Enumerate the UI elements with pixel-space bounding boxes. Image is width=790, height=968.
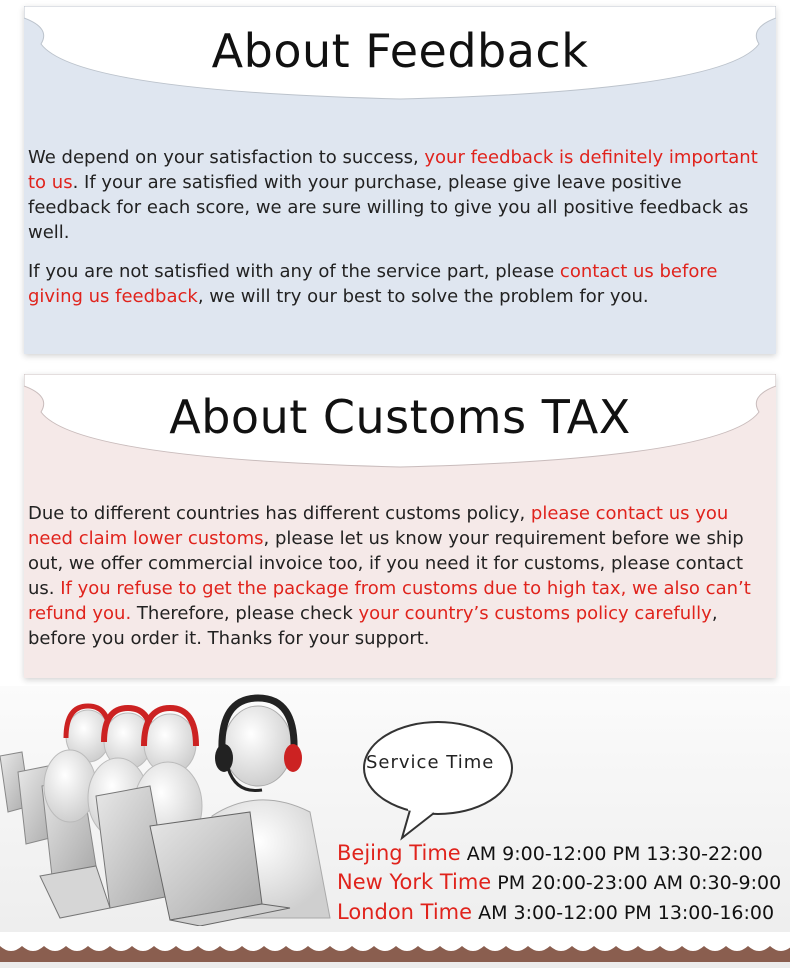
feedback-text-2a: If you are not satisfied with any of the service part, please [28,261,560,282]
scalloped-border-decoration [0,932,790,962]
speech-bubble [350,714,520,842]
hours-beijing: AM 9:00-12:00 PM 13:30-22:00 [466,843,763,865]
customs-text-1: Due to different countries has different customs policy, [28,503,531,524]
hours-london: AM 3:00-12:00 PM 13:00-16:00 [478,902,775,924]
service-hours-newyork [337,870,781,894]
feedback-highlight-2: contact us before giving us feedback [28,261,718,307]
customs-highlight-1: please contact us you need claim lower customs [28,503,729,549]
customs-panel [24,374,776,678]
feedback-highlight-1: your feedback is definitely important to us [28,147,758,193]
customs-title: About Customs TAX [169,390,631,444]
customs-text-4: , before you order it. Thanks for your support. [28,603,718,649]
feedback-paragraph-1 [28,145,770,245]
feedback-paragraph-2 [28,259,770,309]
customs-paragraph [28,501,770,651]
customs-highlight-2: If you refuse to get the package from customs due to high tax, we also can’t refund you. [28,578,751,624]
hours-newyork: PM 20:00-23:00 AM 0:30-9:00 [497,872,782,894]
service-hours-beijing [337,841,763,865]
customer-service-agents-illustration [0,686,360,926]
city-london: London Time [337,900,473,924]
feedback-panel [24,6,776,354]
feedback-text-1a: We depend on your satisfaction to success, [28,147,425,168]
feedback-text-1c: . If your are satisfied with your purchase, please give leave positive feedback for each score, we are sure willing to give you all positive feedback as well. [28,172,749,243]
customs-highlight-3: your country’s customs policy carefully [358,603,712,624]
city-newyork: New York Time [337,870,492,894]
feedback-title: About Feedback [211,24,589,78]
service-time-label: Service Time [366,752,495,773]
feedback-text [28,145,770,323]
customs-text [28,501,770,665]
customs-text-3: Therefore, please check [131,603,359,624]
service-time-section [0,686,790,968]
customs-text-2: , please let us know your requirement before we ship out, we offer commercial invoice too, if you need it for customs, please contact us. [28,528,744,599]
feedback-text-2c: , we will try our best to solve the problem for you. [197,286,649,307]
city-beijing: Bejing Time [337,841,461,865]
service-hours-london [337,900,774,924]
